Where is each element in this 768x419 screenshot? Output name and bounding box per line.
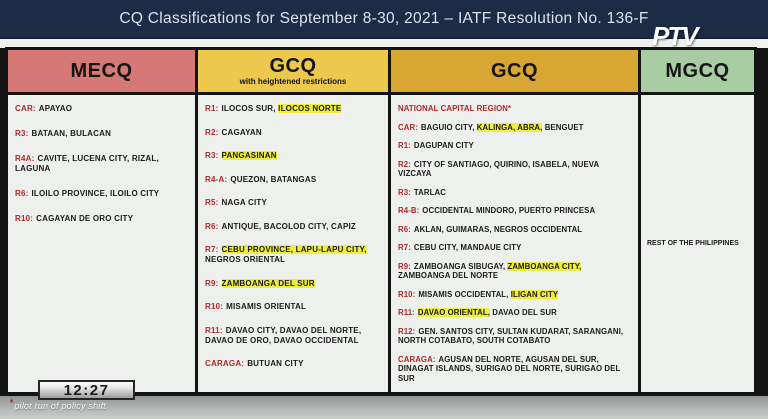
region-prefix: R3: [15, 129, 29, 138]
region-prefix: R9: [398, 261, 411, 271]
region-name-highlighted: ZAMBOANGA CITY, [507, 261, 582, 271]
region-name: AKLAN, GUIMARAS, NEGROS OCCIDENTAL [413, 224, 583, 234]
region-entry [398, 123, 632, 133]
region-prefix: R9: [205, 278, 219, 288]
region-prefix: R11: [398, 308, 415, 317]
region-prefix: R4-A: [205, 174, 228, 184]
column-header-sublabel: with heightened restrictions [239, 77, 347, 86]
column-gcq-1 [195, 50, 388, 393]
region-entry [205, 198, 382, 208]
region-entry [15, 189, 189, 199]
column-header [391, 50, 638, 95]
region-prefix: R4A: [15, 154, 35, 163]
region-prefix: R10: [398, 289, 416, 299]
region-entry [15, 214, 189, 224]
region-entry [398, 160, 632, 179]
column-header [8, 50, 195, 95]
column-header-label: GCQ [490, 60, 539, 82]
region-prefix: CAR: [398, 122, 418, 132]
region-name: QUEZON, BATANGAS [230, 174, 317, 184]
region-entry [15, 104, 189, 114]
region-name-highlighted: ILIGAN CITY [510, 289, 559, 299]
region-entry [398, 141, 632, 151]
page-title: CQ Classifications for September 8-30, 2021 – IATF Resolution No. 136-F [119, 10, 649, 27]
region-name: CAGAYAN [221, 127, 262, 137]
region-entry [398, 262, 632, 281]
region-name: NAGA CITY [221, 198, 268, 207]
region-prefix: CARAGA: [205, 359, 245, 368]
region-entry [205, 175, 382, 185]
region-entry [15, 154, 189, 174]
region-name: BATAAN, BULACAN [31, 129, 112, 138]
region-name: CAVITE, LUCENA CITY, RIZAL, LAGUNA [15, 154, 159, 173]
region-entry [205, 245, 382, 265]
region-name: CITY OF SANTIAGO, QUIRINO, ISABELA, NUEVA VIZCAYA [398, 159, 599, 178]
region-name-highlighted: PANGASINAN [221, 151, 277, 160]
region-name: ZAMBOANGA DEL NORTE [398, 271, 499, 280]
region-entry [398, 290, 632, 300]
region-name: ILOCOS SUR, [221, 104, 279, 113]
region-prefix: R5: [205, 198, 219, 207]
region-prefix: R1: [205, 104, 219, 113]
region-prefix: CARAGA: [398, 354, 436, 364]
region-name: ANTIQUE, BACOLOD CITY, CAPIZ [221, 221, 356, 231]
region-prefix: R1: [398, 141, 411, 150]
region-name: DAGUPAN CITY [413, 141, 474, 150]
region-name: ZAMBOANGA SIBUGAY, [413, 261, 508, 271]
region-prefix: CAR: [15, 104, 36, 113]
footnote-text: pilot run of policy shift [14, 401, 106, 411]
region-entry [205, 302, 382, 312]
column-header [641, 50, 754, 95]
column-mecq-0 [8, 50, 195, 393]
region-prefix: R4-B: [398, 206, 420, 215]
column-body [641, 95, 754, 393]
region-name: ILOILO PROVINCE, ILOILO CITY [31, 189, 160, 198]
region-prefix: R2: [398, 159, 411, 169]
region-name-highlighted: CEBU PROVINCE, LAPU-LAPU CITY, [221, 245, 367, 254]
region-prefix: R12: [398, 326, 416, 336]
region-prefix: R2: [205, 127, 219, 137]
region-name: APAYAO [38, 104, 73, 113]
region-entry [205, 104, 382, 114]
region-prefix: R3: [205, 151, 219, 160]
region-prefix: R10: [15, 214, 34, 223]
region-prefix: R7: [398, 243, 411, 252]
region-entry [205, 279, 382, 289]
column-mgcq-3 [638, 50, 754, 393]
region-entry [398, 327, 632, 346]
cq-table [5, 47, 757, 396]
region-prefix: R6: [205, 221, 219, 231]
region-name-highlighted: KALINGA, ABRA, [476, 122, 543, 132]
region-entry [205, 326, 382, 346]
region-entry [398, 355, 632, 384]
region-name-highlighted: DAVAO ORIENTAL, [417, 308, 490, 317]
region-name: BAGUIO CITY, [420, 122, 477, 132]
region-prefix: R6: [15, 189, 29, 198]
region-prefix: NATIONAL CAPITAL REGION* [398, 104, 512, 113]
column-header-label: MECQ [70, 60, 133, 82]
clock-badge [38, 380, 135, 400]
column-body [8, 95, 195, 393]
region-prefix: R3: [398, 187, 411, 197]
region-entry [647, 239, 739, 249]
region-name-highlighted: ZAMBOANGA DEL SUR [221, 278, 315, 288]
column-body [391, 95, 638, 415]
region-entry [398, 243, 632, 253]
region-name: AGUSAN DEL NORTE, AGUSAN DEL SUR, DINAGAT ISLANDS, SURIGAO DEL NORTE, SURIGAO DEL SUR [398, 354, 621, 383]
region-entry [398, 188, 632, 198]
region-name: BUTUAN CITY [247, 359, 304, 368]
region-name: CAGAYAN DE ORO CITY [36, 214, 134, 223]
region-entry [398, 104, 632, 114]
column-body [198, 95, 388, 393]
column-header-label: GCQ [269, 55, 317, 77]
clock-text: 12:27 [63, 381, 110, 399]
region-name: CEBU CITY, MANDAUE CITY [413, 243, 522, 252]
region-entry [398, 308, 632, 318]
region-prefix: R6: [398, 224, 411, 234]
region-prefix: R11: [205, 325, 223, 335]
region-name: GEN. SANTOS CITY, SULTAN KUDARAT, SARANGANI, NORTH COTABATO, SOUTH COTABATO [398, 326, 624, 345]
ptv-logo: PTV [652, 21, 697, 51]
region-prefix: R10: [205, 302, 224, 311]
region-name: BENGUET [542, 122, 584, 132]
region-name-highlighted: ILOCOS NORTE [278, 104, 342, 113]
region-entry [398, 225, 632, 235]
region-entry [205, 151, 382, 161]
region-entry [205, 222, 382, 232]
region-entry [205, 128, 382, 138]
footnote-asterisk: * [10, 398, 14, 407]
region-name: DAVAO CITY, DAVAO DEL NORTE, DAVAO DE ORO, DAVAO OCCIDENTAL [205, 325, 362, 345]
region-entry [398, 206, 632, 216]
region-name: MISAMIS OCCIDENTAL, [418, 289, 511, 299]
region-entry [205, 359, 382, 369]
column-header [198, 50, 388, 95]
region-name: NEGROS ORIENTAL [205, 255, 286, 264]
region-entry [15, 129, 189, 139]
region-prefix: R7: [205, 245, 219, 254]
region-name: REST OF THE PHILIPPINES [647, 240, 739, 247]
region-name: DAVAO DEL SUR [489, 308, 557, 317]
column-header-label: MGCQ [665, 60, 730, 82]
region-name: TARLAC [413, 187, 446, 197]
region-name: OCCIDENTAL MINDORO, PUERTO PRINCESA [422, 206, 596, 215]
region-name: MISAMIS ORIENTAL [226, 302, 307, 311]
column-gcq-2 [388, 50, 638, 393]
